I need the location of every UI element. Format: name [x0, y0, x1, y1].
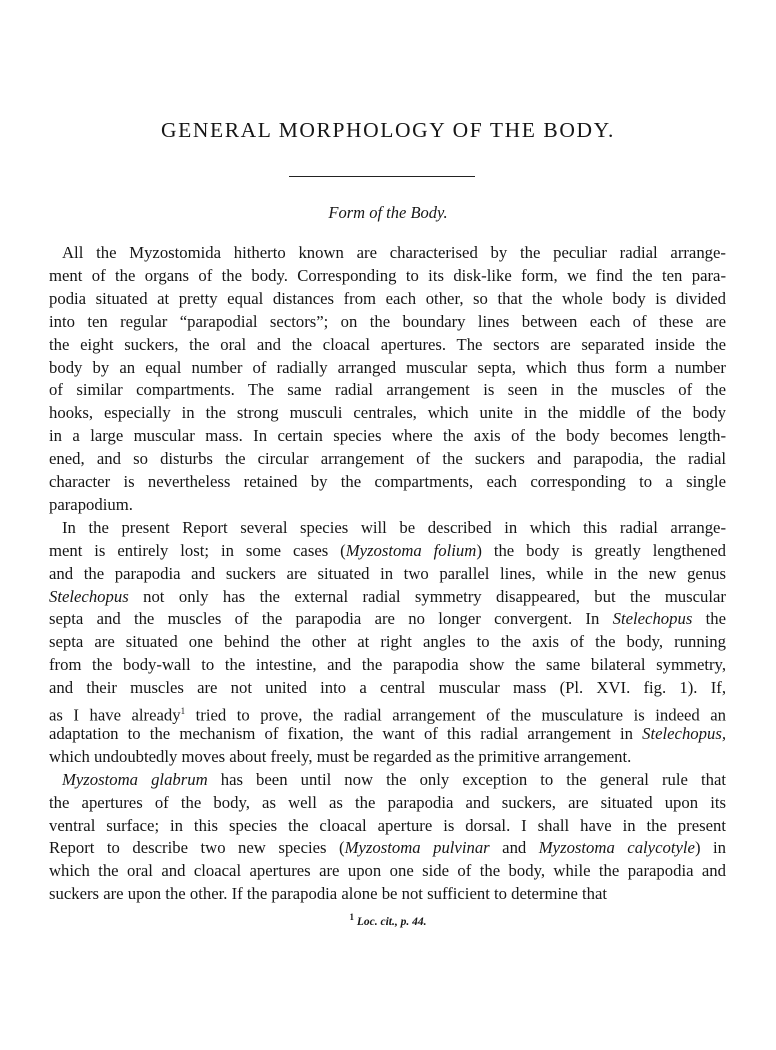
- italic-text: Stelechopus: [612, 609, 693, 629]
- text-line: [49, 838, 726, 858]
- text-line: [62, 770, 726, 790]
- text-segment: as I have already: [49, 705, 181, 725]
- footnote-mark: 1: [349, 912, 354, 922]
- text-line: [49, 678, 726, 698]
- text-segment: septa and the muscles of the parapodia are no longer convergent. In: [49, 609, 613, 629]
- text-segment: body by an equal number of radially arranged muscular septa, which thus form a number: [49, 357, 726, 377]
- text-segment: tried to prove, the radial arrangement of the musculature is indeed an: [185, 705, 726, 725]
- text-line: [49, 816, 726, 836]
- italic-text: Stelechopus: [49, 586, 129, 606]
- italic-text: Myzostoma pulvinar: [344, 838, 490, 858]
- text-line: [49, 701, 726, 726]
- text-line: [49, 541, 726, 561]
- text-segment: podia situated at pretty equal distances from each other, so that the whole body is divided: [49, 288, 726, 308]
- text-segment: ) in: [694, 838, 726, 858]
- text-line: [62, 243, 726, 263]
- footnote: [0, 912, 776, 928]
- text-line: [49, 747, 726, 767]
- text-segment: the: [692, 609, 726, 629]
- text-segment: which undoubtedly moves about freely, must be regarded as the primitive arrangement.: [49, 746, 632, 766]
- title-rule: [289, 176, 475, 177]
- text-segment: ) the body is greatly lengthened: [476, 540, 726, 560]
- text-line: [49, 861, 726, 881]
- text-segment: which the oral and cloacal apertures are upon one side of the body, while the parapodia and: [49, 861, 726, 881]
- section-heading: Form of the Body.: [328, 203, 448, 222]
- text-segment: and the parapodia and suckers are situated in two parallel lines, while in the new genus: [49, 563, 726, 583]
- text-segment: the eight suckers, the oral and the cloacal apertures. The sectors are separated inside the: [49, 334, 726, 354]
- text-line: [49, 266, 726, 286]
- italic-text: Myzostoma folium: [345, 540, 477, 560]
- text-segment: septa are situated one behind the other at right angles to the axis of the body, running: [49, 632, 726, 652]
- text-segment: and their muscles are not united into a central muscular mass (Pl. XVI. fig. 1). If,: [49, 678, 726, 698]
- italic-text: Myzostoma glabrum: [62, 769, 208, 789]
- text-line: [49, 472, 726, 492]
- text-segment: and: [489, 838, 539, 858]
- text-segment: the apertures of the body, as well as the parapodia and suckers, are situated upon its: [49, 792, 726, 812]
- text-line: [49, 380, 726, 400]
- text-segment: in a large muscular mass. In certain species where the axis of the body becomes length-: [49, 426, 726, 446]
- text-line: [49, 289, 726, 309]
- text-segment: from the body-wall to the intestine, and the parapodia show the same bilateral symmetry,: [49, 655, 726, 675]
- page-title: GENERAL MORPHOLOGY OF THE BODY.: [161, 118, 615, 142]
- text-line: [49, 884, 726, 904]
- footnote-text: Loc. cit., p. 44.: [356, 915, 427, 928]
- text-segment: Report to describe two new species (: [49, 838, 345, 858]
- text-line: [49, 312, 726, 332]
- text-segment: character is nevertheless retained by the compartments, each corresponding to a single: [49, 472, 726, 491]
- text-segment: All the Myzostomida hitherto known are characterised by the peculiar radial arrange-: [62, 243, 726, 262]
- text-line: [49, 426, 726, 446]
- text-line: [49, 449, 726, 469]
- text-segment: has been until now the only exception to the general rule that: [207, 769, 726, 789]
- text-line: [49, 335, 726, 355]
- text-segment: ened, and so disturbs the circular arrangement of the suckers and parapodia, the radial: [49, 449, 726, 469]
- text-line: [49, 587, 726, 607]
- text-segment: ventral surface; in this species the cloacal aperture is dorsal. I shall have in the present: [49, 815, 726, 835]
- text-segment: adaptation to the mechanism of fixation, the want of this radial arrangement in: [49, 723, 643, 743]
- italic-text: Stelechopus,: [642, 723, 726, 743]
- text-line: [49, 495, 133, 515]
- text-line: [49, 655, 726, 675]
- text-line: [49, 632, 726, 652]
- text-segment: In the present Report several species will be described in which this radial arrange-: [62, 517, 726, 537]
- text-segment: ment of the organs of the body. Corresponding to its disk-like form, we find the ten para-: [49, 265, 726, 285]
- text-line: [49, 724, 726, 744]
- text-segment: of similar compartments. The same radial arrangement is seen in the muscles of the: [49, 380, 726, 400]
- text-line: [49, 358, 726, 378]
- footnote-ref: 1: [180, 706, 186, 716]
- text-segment: into ten regular “parapodial sectors”; on the boundary lines between each of these are: [49, 311, 726, 331]
- text-segment: hooks, especially in the strong musculi centrales, which unite in the middle of the body: [49, 403, 726, 423]
- text-line: [49, 609, 726, 629]
- text-line: [49, 403, 726, 423]
- text-segment: ment is entirely lost; in some cases (: [49, 540, 346, 560]
- text-line: [49, 564, 726, 584]
- text-segment: parapodium.: [49, 494, 133, 514]
- text-segment: suckers are upon the other. If the parapodia alone be not sufficient to determine that: [49, 884, 608, 904]
- text-line: [49, 793, 726, 813]
- text-segment: not only has the external radial symmetry disappeared, but the muscular: [128, 586, 726, 606]
- italic-text: Myzostoma calycotyle: [538, 838, 695, 858]
- text-line: [62, 518, 726, 538]
